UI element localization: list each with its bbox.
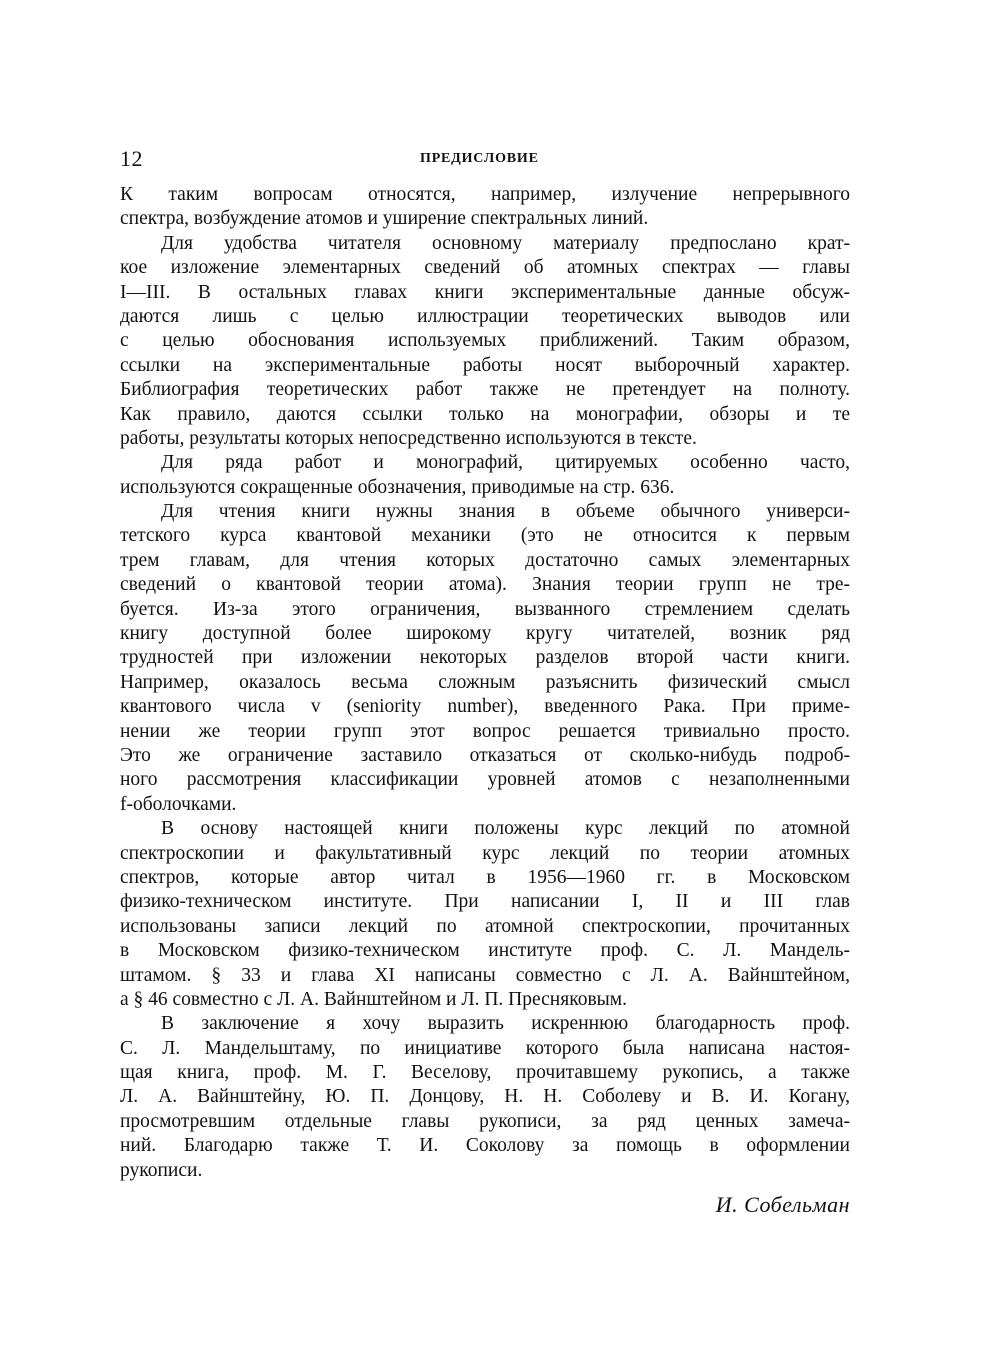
text-line: Как правило, даются ссылки только на монографии, обзоры и те [120,403,850,425]
text-line: работы, результаты которых непосредственно используются в тексте. [120,427,697,449]
paragraph [120,817,850,1012]
text-line: используются сокращенные обозначения, приводимые на стр. 636. [120,476,675,498]
text-line: Для удобства читателя основному материалу предпослано крат- [161,232,850,254]
paragraph [120,1012,850,1183]
text-line: Например, оказалось весьма сложным разъяснить физический смысл [120,671,850,693]
text-line: тетского курса квантовой механики (это не относится к первым [120,525,850,547]
text-line: сведений о квантовой теории атома). Знания теории групп не тре- [120,574,850,596]
text-line: трудностей при изложении некоторых разделов второй части книги. [120,647,850,669]
text-line: Библиография теоретических работ также не претендует на полноту. [120,379,850,401]
text-line: I—III. В остальных главах книги экспериментальные данные обсуж- [120,281,850,303]
text-line: даются лишь с целью иллюстрации теоретических выводов или [120,305,850,327]
text-line: а § 46 совместно с Л. А. Вайнштейном и Л. П. Пресняковым. [120,988,627,1010]
text-line: К таким вопросам относятся, например, излучение непрерывного [120,184,850,205]
text-line: просмотревшим отдельные главы рукописи, за ряд ценных замеча- [120,1110,850,1132]
text-line: с целью обоснования используемых приближений. Таким образом, [120,330,850,352]
text-line: трем главам, для чтения которых достаточно самых элементарных [120,549,850,571]
text-line: спектров, которые автор читал в 1956—1960 гг. в Московском [120,866,850,888]
text-line: спектроскопии и факультативный курс лекций по теории атомных [120,842,850,864]
text-line: штамом. § 33 и глава XI написаны совместно с Л. А. Вайнштейном, [120,964,850,986]
text-line: физико-техническом институте. При написании I, II и III глав [120,891,850,913]
paragraph [120,500,850,817]
paragraph [120,232,850,452]
text-line: спектра, возбуждение атомов и уширение спектральных линий. [120,208,649,230]
text-line: f-оболочками. [120,793,237,815]
text-line: Это же ограничение заставило отказаться от сколько-нибудь подроб- [120,744,850,766]
text-line: В основу настоящей книги положены курс лекций по атомной [161,818,850,840]
author-signature: И. Собельман [715,1192,850,1217]
text-line: С. Л. Мандельштаму, по инициативе которого была написана настоя- [120,1037,850,1059]
text-line: нении же теории групп этот вопрос решается тривиально просто. [120,720,850,742]
text-line: рукописи. [120,1159,203,1181]
text-line: ссылки на экспериментальные работы носят выборочный характер. [120,354,850,376]
text-line: использованы записи лекций по атомной спектроскопии, прочитанных [120,915,850,937]
paragraph [120,183,850,232]
running-head: ПРЕДИСЛОВИЕ [420,151,539,166]
text-line: квантового числа v (seniority number), введенного Рака. При приме- [120,696,850,718]
text-line: Для чтения книги нужны знания в объеме обычного универси- [161,501,850,523]
text-line: ного рассмотрения классификации уровней атомов с незаполненными [120,769,850,791]
text-line: В заключение я хочу выразить искреннюю благодарность проф. [161,1013,850,1035]
text-line: кое изложение элементарных сведений об атомных спектрах — главы [120,257,850,279]
text-line: книгу доступной более широкому кругу читателей, возник ряд [120,623,850,645]
paragraph [120,451,850,500]
text-line: щая книга, проф. М. Г. Веселову, прочитавшему рукопись, а также [120,1062,850,1084]
text-line: Для ряда работ и монографий, цитируемых особенно часто, [161,452,850,474]
page-number: 12 [120,146,143,171]
text-line: в Московском физико-техническом институте проф. С. Л. Мандель- [120,940,850,962]
text-line: буется. Из-за этого ограничения, вызванного стремлением сделать [120,598,850,620]
text-line: Л. А. Вайнштейну, Ю. П. Донцову, Н. Н. Соболеву и В. И. Когану, [120,1086,850,1108]
text-line: ний. Благодарю также Т. И. Соколову за помощь в оформлении [120,1135,850,1157]
preface-text [120,183,850,1183]
